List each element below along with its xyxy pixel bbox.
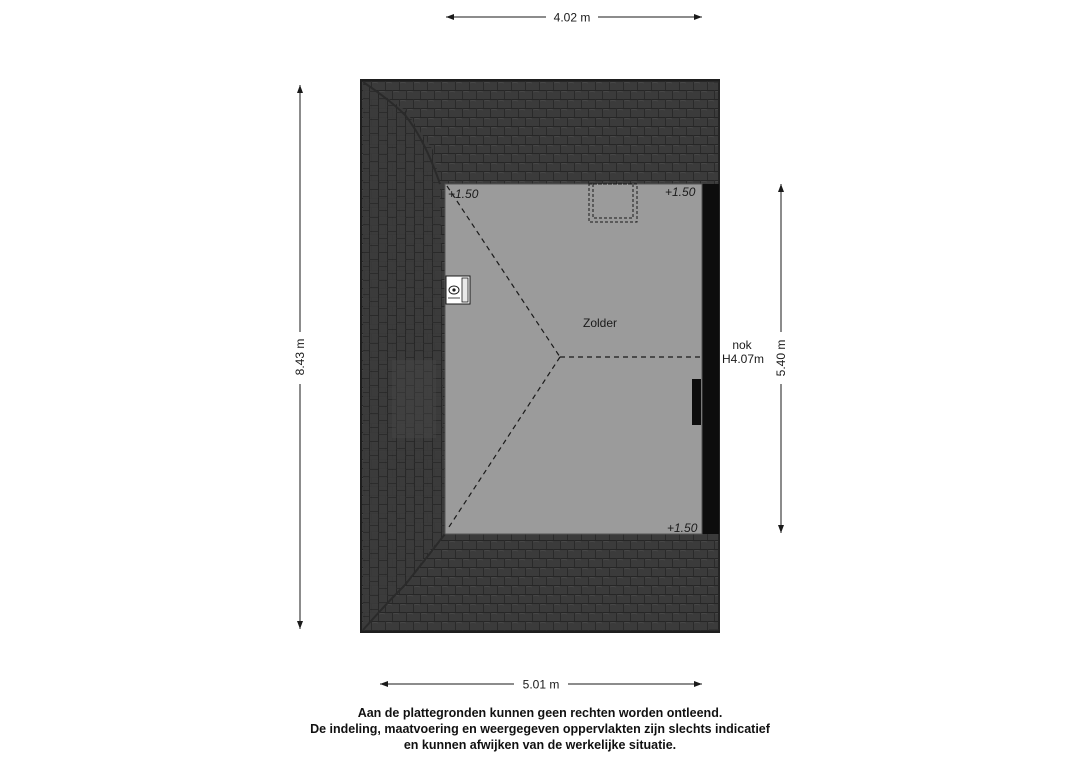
height-marker-bottom-right: +1.50	[667, 521, 698, 535]
boiler-icon	[446, 276, 470, 304]
disclaimer-line-2: De indeling, maatvoering en weergegeven oppervlakten zijn slechts indicatief	[310, 722, 770, 736]
disclaimer	[0, 705, 1080, 753]
dimension-top	[446, 11, 702, 25]
dimension-bottom	[380, 678, 702, 692]
wall-segment	[692, 379, 701, 425]
ridge-wall	[702, 184, 719, 534]
dimension-top-label: 4.02 m	[553, 10, 591, 25]
dimension-right	[774, 184, 788, 533]
attic-floor	[445, 184, 719, 534]
disclaimer-line-3: en kunnen afwijken van de werkelijke situatie.	[403, 738, 677, 752]
dimension-left	[293, 85, 307, 629]
dimension-left-label: 8.43 m	[293, 338, 307, 376]
disclaimer-line-1: Aan de plattegronden kunnen geen rechten worden ontleend.	[357, 706, 723, 720]
height-marker-top-left: +1.50	[448, 187, 479, 201]
dimension-bottom-label: 5.01 m	[522, 677, 560, 692]
ridge-label: nok	[732, 338, 752, 352]
ridge-height: H4.07m	[721, 352, 765, 366]
skylight	[589, 184, 637, 222]
height-marker-top-right: +1.50	[665, 185, 696, 199]
dimension-right-label: 5.40 m	[774, 339, 788, 377]
room-label: Zolder	[582, 316, 618, 330]
